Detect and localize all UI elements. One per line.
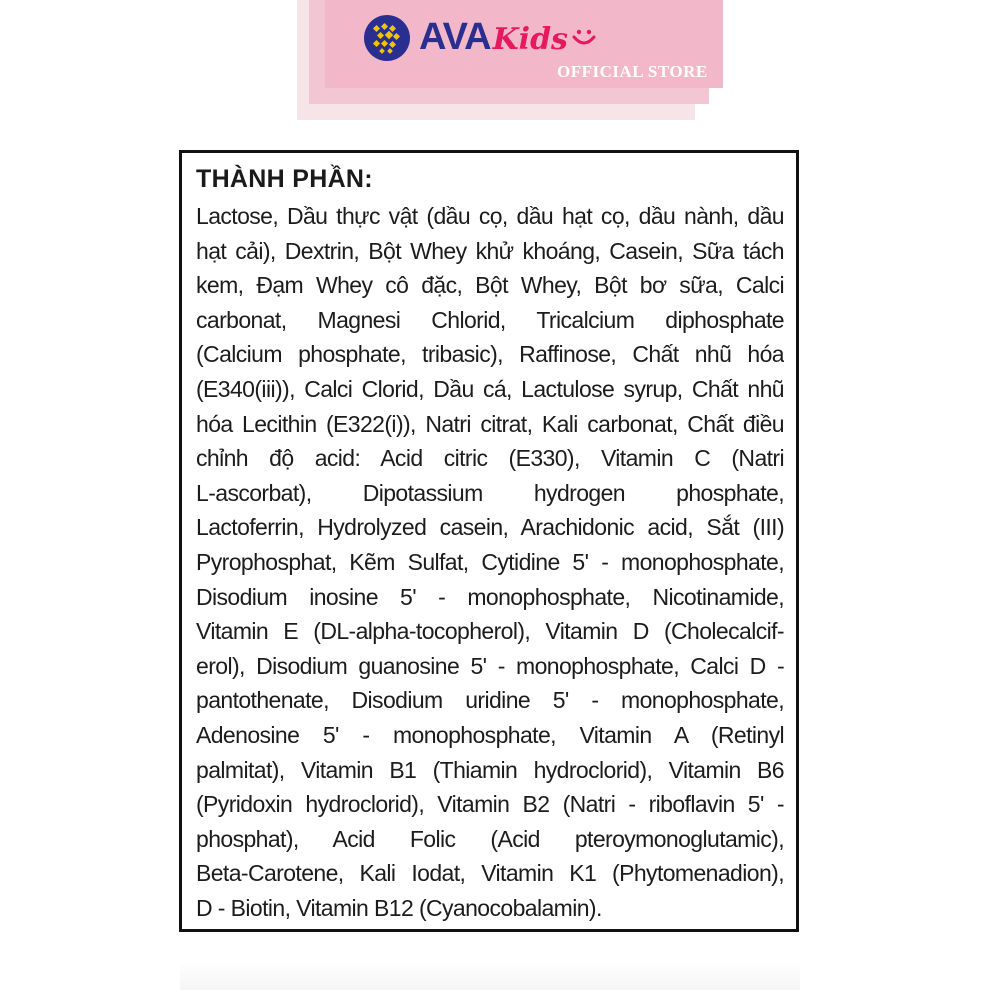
brand-banner bbox=[297, 0, 727, 122]
ingredients-line: palmitat), Vitamin B1 (Thiamin hydroclorid), Vitamin B6 bbox=[196, 756, 784, 783]
ingredients-line: Vitamin E (DL-alpha-tocopherol), Vitamin D (Cholecalcif- bbox=[196, 618, 784, 645]
ingredients-line: erol), Disodium guanosine 5' - monophosphate, Calci D - bbox=[196, 652, 784, 679]
ingredients-line: Beta-Carotene, Kali Iodat, Vitamin K1 (Phytomenadion), bbox=[196, 860, 784, 887]
ingredients-line: Lactoferrin, Hydrolyzed casein, Arachidonic acid, Sắt (III) bbox=[196, 514, 784, 541]
ingredients-line: L-ascorbat), Dipotassium hydrogen phosphate, bbox=[196, 479, 784, 506]
official-store-label: OFFICIAL STORE bbox=[557, 62, 708, 81]
brand-wordmark bbox=[419, 16, 598, 64]
ingredients-line: Lactose, Dầu thực vật (dầu cọ, dầu hạt cọ, dầu nành, dầu bbox=[196, 203, 784, 229]
brand-name-kids: Kids bbox=[492, 22, 568, 57]
ingredients-line: hóa Lecithin (E322(i)), Natri citrat, Kali carbonat, Chất điều bbox=[196, 410, 784, 437]
ingredients-line: (Calcium phosphate, tribasic), Raffinose, Chất nhũ hóa bbox=[196, 341, 784, 368]
ingredients-line: phosphat), Acid Folic (Acid pteroymonoglutamic), bbox=[196, 825, 784, 852]
ingredients-line: kem, Đạm Whey cô đặc, Bột Whey, Bột bơ sữa, Calci bbox=[196, 272, 784, 299]
ingredients-line: Disodium inosine 5' - monophosphate, Nicotinamide, bbox=[196, 583, 784, 610]
ingredients-line: chỉnh độ acid: Acid citric (E330), Vitamin C (Natri bbox=[196, 445, 784, 472]
ingredients-text bbox=[196, 199, 784, 925]
ingredients-heading: THÀNH PHẦN: bbox=[196, 165, 373, 193]
smile-face-icon bbox=[570, 25, 598, 49]
bottom-shadow bbox=[180, 960, 800, 990]
ingredients-line: (E340(iii)), Calci Clorid, Dầu cá, Lactulose syrup, Chất nhũ bbox=[196, 375, 784, 402]
ava-logo-icon bbox=[363, 14, 411, 62]
ingredients-line: D - Biotin, Vitamin B12 (Cyanocobalamin). bbox=[196, 894, 602, 921]
banner-front-layer bbox=[325, 0, 723, 88]
ingredients-line: hạt cải), Dextrin, Bột Whey khử khoáng, Casein, Sữa tách bbox=[196, 237, 784, 264]
brand-name-ava: AVA bbox=[419, 16, 491, 58]
ingredients-line: (Pyridoxin hydroclorid), Vitamin B2 (Natri - riboflavin 5' - bbox=[196, 791, 784, 818]
ingredients-line: Pyrophosphat, Kẽm Sulfat, Cytidine 5' - monophosphate, bbox=[196, 548, 784, 575]
ingredients-label bbox=[179, 150, 799, 932]
ingredients-line: carbonat, Magnesi Chlorid, Tricalcium diphosphate bbox=[196, 306, 784, 333]
ingredients-line: pantothenate, Disodium uridine 5' - monophosphate, bbox=[196, 687, 784, 714]
ingredients-line: Adenosine 5' - monophosphate, Vitamin A (Retinyl bbox=[196, 721, 784, 748]
